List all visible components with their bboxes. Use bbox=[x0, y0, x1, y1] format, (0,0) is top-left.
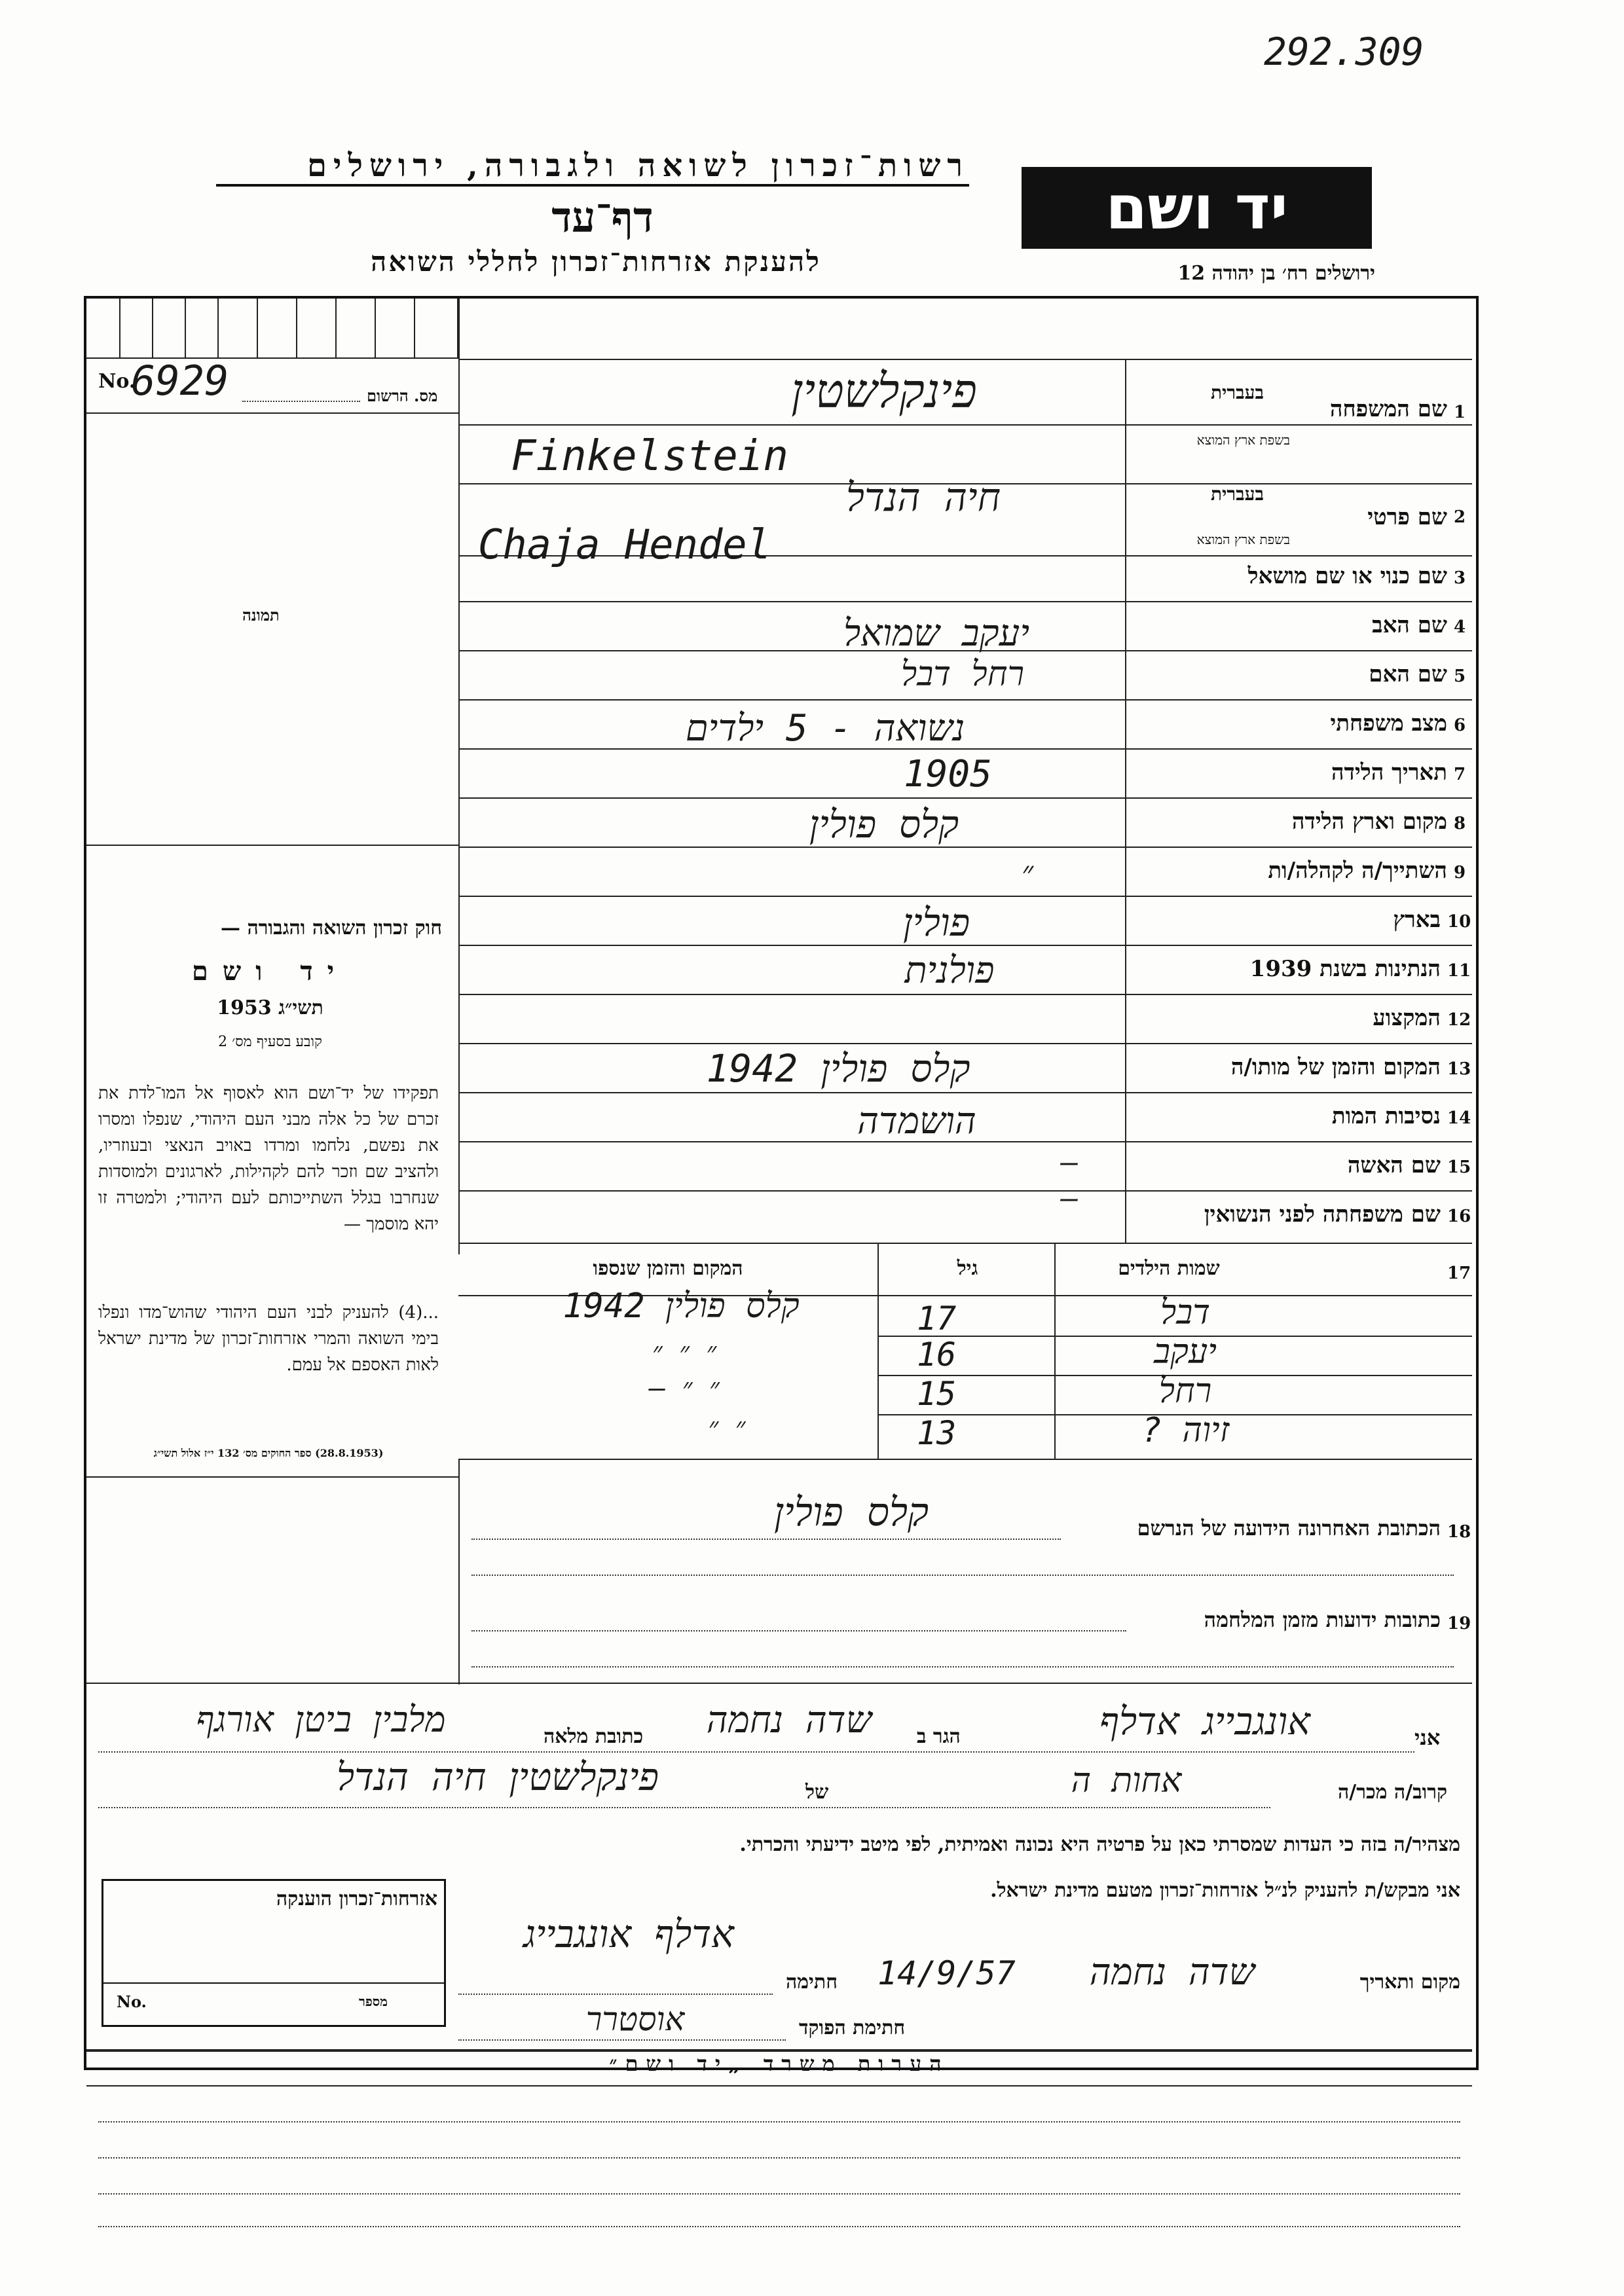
col-child-age: גיל bbox=[957, 1257, 978, 1280]
dotted-line bbox=[98, 2193, 1460, 2195]
field-value-hebrew: חיה הנדל bbox=[845, 475, 1001, 520]
number-label-hebrew: מספר bbox=[359, 1994, 388, 2009]
field-label: בארץ bbox=[1393, 907, 1441, 933]
dotted-line bbox=[98, 1807, 1270, 1808]
ani-label: אני bbox=[1414, 1725, 1441, 1750]
field-label: שם האם bbox=[1369, 661, 1447, 687]
field-label: שם האשה bbox=[1347, 1152, 1441, 1178]
law-name: יד ושם bbox=[191, 956, 349, 987]
field-number: 1 bbox=[1454, 403, 1466, 422]
table-divider bbox=[877, 1243, 879, 1459]
declarant-name: אונגבייג אדלף bbox=[1099, 1699, 1310, 1743]
field-sub-local: בשפת ארץ המוצא bbox=[1196, 432, 1290, 448]
table-divider bbox=[1054, 1243, 1056, 1459]
rule bbox=[458, 1043, 1472, 1044]
field-number: 6 bbox=[1454, 716, 1466, 735]
rule bbox=[458, 994, 1472, 995]
dotted-line bbox=[471, 1539, 1061, 1540]
field-value: הושמדה bbox=[857, 1100, 976, 1142]
field-value: יעקב שמואל bbox=[843, 612, 1030, 655]
registration-dots bbox=[242, 401, 360, 402]
field-value-hebrew: פינקלשטין bbox=[791, 363, 977, 418]
rule bbox=[103, 1982, 444, 1984]
officer-label: חתימת הפוקד bbox=[799, 2016, 906, 2039]
code-box bbox=[414, 299, 415, 357]
field-number: 10 bbox=[1447, 912, 1471, 932]
yad-vashem-logo bbox=[1022, 167, 1372, 249]
child-age: 13 bbox=[917, 1414, 957, 1452]
field-number: 19 bbox=[1447, 1614, 1471, 1633]
rule bbox=[458, 424, 1472, 426]
date-value: 14/9/57 bbox=[877, 1954, 1016, 1992]
rule bbox=[458, 1190, 1472, 1192]
field-value: קלס פולין bbox=[809, 802, 959, 847]
relative-label: קרוב/ה מכר/ה bbox=[1338, 1781, 1447, 1804]
field-sub-hebrew: בעברית bbox=[1210, 483, 1264, 505]
rule bbox=[458, 896, 1472, 897]
field-value: ״ bbox=[1022, 854, 1034, 891]
child-name: זיוה ? bbox=[1141, 1411, 1230, 1450]
registration-no-label: No. bbox=[98, 370, 136, 393]
col-child-names: שמות הילדים bbox=[1118, 1257, 1220, 1280]
officer-signature: אוסטרר bbox=[585, 2000, 685, 2038]
declarant-address: מלבין ביטן אורגף bbox=[196, 1699, 446, 1740]
dotted-line bbox=[471, 1575, 1454, 1576]
field-value: רחל דבל bbox=[900, 655, 1025, 694]
field-number: 8 bbox=[1454, 814, 1466, 833]
rule bbox=[458, 359, 1472, 360]
declaration-text: מצהיר/ה בזה כי העדות שמסרתי כאן על פרטיה היא נכונה ואמיתית, לפי מיטב ידיעתי והכרתי. bbox=[739, 1833, 1460, 1856]
child-age: 17 bbox=[917, 1300, 957, 1338]
field-label: המקום והזמן של מותו/ה bbox=[1230, 1054, 1441, 1080]
rule bbox=[86, 2085, 1472, 2086]
child-death-place: ״ ״ bbox=[708, 1411, 746, 1443]
rule bbox=[458, 847, 1472, 848]
field-label: הכתובת האחרונה הידועה של הנרשם bbox=[1137, 1516, 1441, 1540]
rule bbox=[458, 1243, 1472, 1244]
dotted-line bbox=[98, 2226, 1460, 2227]
field-number: 7 bbox=[1454, 765, 1466, 784]
of-label: של bbox=[805, 1781, 829, 1804]
field-value: קלס פולין bbox=[773, 1489, 929, 1535]
field-label: מקום וארץ הלידה bbox=[1291, 809, 1447, 835]
field-value: — bbox=[1061, 1146, 1079, 1179]
granted-title: אזרחות־זכרון הוענקה bbox=[276, 1887, 437, 1910]
rule bbox=[86, 845, 458, 846]
declarant-signature: אדלף אונגבייג bbox=[523, 1912, 734, 1956]
code-box bbox=[335, 299, 337, 357]
child-death-place: ״ ״ — bbox=[649, 1372, 720, 1404]
code-box bbox=[257, 299, 258, 357]
field-label: שם משפחתה לפני הנשואין bbox=[1204, 1201, 1441, 1228]
field-number: 13 bbox=[1447, 1059, 1471, 1079]
logo-text: יד ושם bbox=[1105, 173, 1288, 243]
dotted-line bbox=[458, 1994, 773, 1995]
field-number: 9 bbox=[1454, 863, 1466, 883]
office-notes-title: הערות משרד „יד ושם״ bbox=[609, 2051, 950, 2076]
rule bbox=[86, 1683, 1472, 1684]
child-death-place: קלס פולין 1942 bbox=[563, 1286, 800, 1326]
rule bbox=[458, 1459, 1472, 1460]
child-age: 16 bbox=[917, 1336, 957, 1374]
label-column-divider bbox=[1125, 359, 1126, 1243]
form-title: דף־עד bbox=[551, 193, 654, 242]
full-address-label: כתובת מלאה bbox=[544, 1725, 644, 1748]
rule bbox=[86, 1476, 458, 1478]
field-label: שם המשפחה bbox=[1329, 396, 1447, 422]
place-value: שדה נחמה bbox=[1089, 1951, 1255, 1994]
code-box bbox=[152, 299, 153, 357]
registration-label: מס. הרשום bbox=[367, 386, 438, 405]
law-year: תשי״ג 1953 bbox=[217, 996, 323, 1019]
left-panel-divider bbox=[458, 299, 460, 1254]
archive-number: 292.309 bbox=[1264, 29, 1424, 74]
field-value: נשואה - 5 ילדים bbox=[685, 707, 965, 750]
field-label: תאריך הלידה bbox=[1331, 759, 1447, 786]
field-value-latin: Finkelstein bbox=[511, 432, 788, 481]
dotted-line bbox=[98, 2157, 1460, 2159]
request-text: אני מבקש/ת להעניק לנ״ל אזרחות־זכרון מטעם מדינת ישראל. bbox=[990, 1879, 1460, 1902]
child-death-place: ״ ״ ״ bbox=[652, 1336, 717, 1368]
law-citation: (28.8.1953) ספר החוקים מס׳ 132 י״ז אלול תשי״ג bbox=[153, 1447, 384, 1459]
rule bbox=[458, 699, 1472, 701]
rule bbox=[458, 945, 1472, 946]
field-label: השתייך/ה לקהלה/ות bbox=[1268, 858, 1447, 884]
relation-value: אחות ה bbox=[1071, 1761, 1182, 1800]
dotted-line bbox=[98, 1751, 1414, 1753]
field-number: 5 bbox=[1454, 666, 1466, 686]
law-clause: קובע בסעיף מס׳ 2 bbox=[218, 1034, 322, 1050]
field-number: 11 bbox=[1447, 961, 1471, 981]
rule bbox=[458, 797, 1472, 799]
field-value: פולנית bbox=[904, 949, 995, 992]
form-subtitle: להענקת אזרחות־זכרון לחללי השואה bbox=[371, 246, 821, 278]
child-name: דבל bbox=[1160, 1293, 1211, 1332]
dotted-line bbox=[471, 1666, 1454, 1667]
dotted-line bbox=[471, 1630, 1126, 1631]
child-age: 15 bbox=[917, 1375, 957, 1413]
lives-in-label: הגר ב bbox=[917, 1725, 961, 1748]
photo-label: תמונה bbox=[242, 606, 280, 625]
field-number: 16 bbox=[1447, 1207, 1471, 1226]
field-number: 12 bbox=[1447, 1010, 1471, 1030]
field-label: שם האב bbox=[1372, 612, 1447, 638]
field-number: 2 bbox=[1454, 507, 1466, 527]
child-name: רחל bbox=[1158, 1372, 1212, 1411]
field-label: מצב משפחתי bbox=[1330, 710, 1447, 737]
authority-title: רשות־זכרון לשואה ולגבורה, ירושלים bbox=[216, 147, 969, 187]
field-label: הנתינות בשנת 1939 bbox=[1249, 956, 1441, 982]
field-label: שם כנוי או שם מושאל bbox=[1247, 563, 1447, 589]
code-box bbox=[119, 299, 120, 357]
code-box bbox=[185, 299, 186, 357]
field-number: 14 bbox=[1447, 1108, 1471, 1128]
child-name: יעקב bbox=[1154, 1332, 1217, 1372]
place-date-label: מקום ותאריך bbox=[1359, 1971, 1460, 1994]
field-number: 18 bbox=[1447, 1522, 1471, 1542]
left-panel-divider bbox=[458, 1459, 460, 1685]
field-value: קלס פולין 1942 bbox=[706, 1046, 970, 1091]
law-title: חוק זכרון השואה והגבורה — bbox=[221, 917, 442, 939]
field-label: נסיבות המות bbox=[1331, 1103, 1441, 1129]
registration bbox=[98, 370, 136, 393]
rule bbox=[458, 601, 1472, 602]
law-item-4: ...(4) להעניק לבני העם היהודי שהוש־מדו ונפלו בימי השואה והמרי אזרחות־זכרון של מדינת ישראל לאות האספם אל עמם. bbox=[98, 1303, 439, 1375]
subject-name: פינקלשטין חיה הנדל bbox=[337, 1755, 659, 1799]
field-sub-local: בשפת ארץ המוצא bbox=[1196, 532, 1290, 547]
rule bbox=[86, 412, 458, 414]
address-line: ירושלים רח׳ בן יהודה 12 bbox=[1177, 262, 1375, 285]
field-label: כתובות ידועות מזמן המלחמה bbox=[1204, 1607, 1441, 1632]
number-label: No. bbox=[117, 1992, 147, 2011]
code-box bbox=[375, 299, 376, 357]
code-box bbox=[296, 299, 297, 357]
col-death-place: המקום והזמן שנספו bbox=[593, 1257, 743, 1280]
field-number: 15 bbox=[1447, 1157, 1471, 1177]
code-boxes bbox=[86, 299, 458, 359]
declarant-residence: שדה נחמה bbox=[706, 1699, 872, 1741]
field-value-latin: Chaja Hendel bbox=[478, 520, 771, 568]
field-number: 4 bbox=[1454, 617, 1466, 637]
code-box bbox=[217, 299, 219, 357]
citizenship-granted-box bbox=[101, 1879, 446, 2027]
field-value: 1905 bbox=[904, 753, 992, 795]
field-sub-hebrew: בעברית bbox=[1210, 382, 1264, 403]
dotted-line bbox=[458, 2039, 786, 2041]
dotted-line bbox=[98, 2121, 1460, 2123]
field-number: 17 bbox=[1447, 1264, 1471, 1283]
field-value: — bbox=[1061, 1182, 1079, 1215]
field-label: שם פרטי bbox=[1367, 504, 1447, 530]
field-label: המקצוע bbox=[1373, 1005, 1441, 1031]
rule bbox=[458, 1092, 1472, 1093]
registration-number: 6929 bbox=[131, 357, 229, 405]
law-body: תפקידו של יד־ושם הוא לאסוף אל המו־לדת את זכרם של כל אלה מבני העם היהודי, שנפלו ומסרו את נפשם, נלחמו ומרדו באויב הנאצי ובעוזריו, ולהציב שם וזכר להם לקהילות, לארגונים ולמוסדות שנחרבו בגלל השתייכותם לעם היהודי; ולמטרה זו יהא מוסמך — bbox=[98, 1084, 439, 1234]
field-value: פולין bbox=[902, 900, 970, 945]
signature-label: חתימה bbox=[786, 1971, 838, 1994]
field-number: 3 bbox=[1454, 568, 1466, 588]
